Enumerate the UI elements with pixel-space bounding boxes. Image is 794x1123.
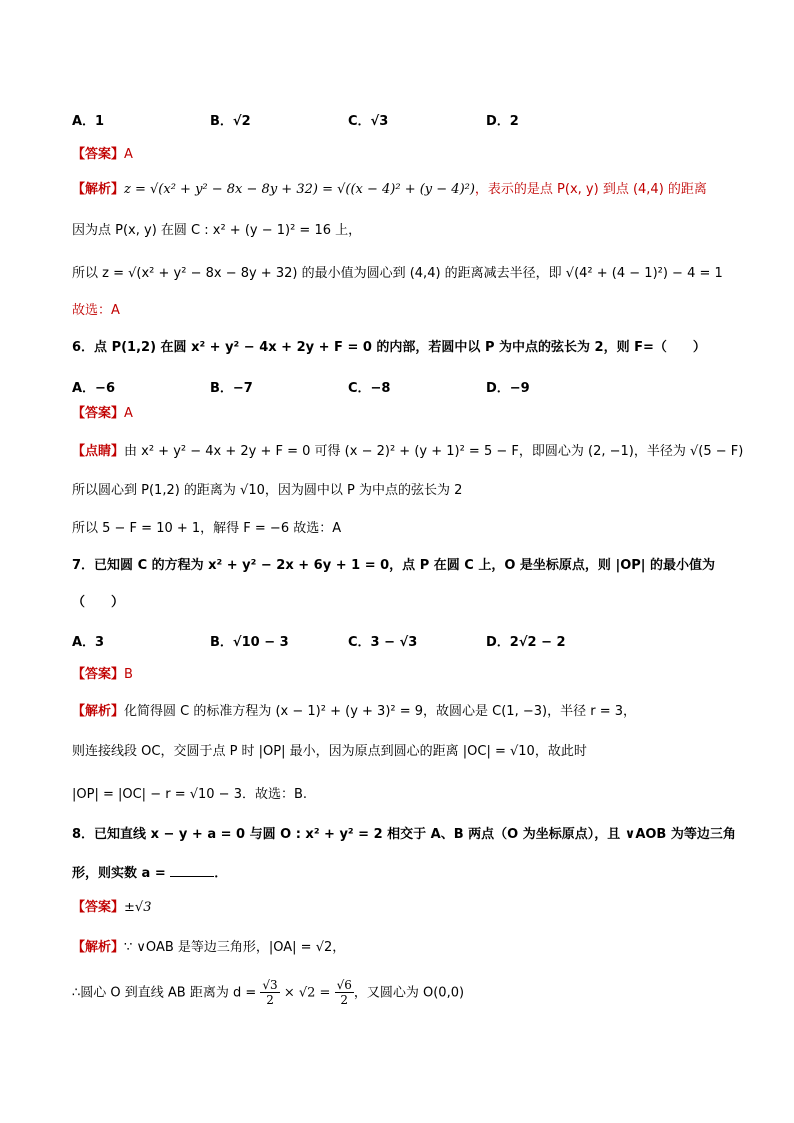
distance-text: ∴圆心 O 到直线 AB 距离为 d = xyxy=(72,985,257,1001)
analysis-tag: 【点睛】 xyxy=(72,444,125,459)
q8-analysis-line-1 xyxy=(72,940,345,956)
q7-option-c: C．3 − √3 xyxy=(348,635,418,650)
analysis-tag: 【解析】 xyxy=(72,182,125,197)
q6-answer xyxy=(72,406,133,422)
q5-option-c: C．√3 xyxy=(348,114,389,129)
q5-analysis-line-1 xyxy=(72,182,707,198)
q7-answer xyxy=(72,667,133,683)
formula: z = √(x² + y² − 8x − 8y + 32) = √((x − 4)² + (y − 4)²) xyxy=(124,182,475,197)
q7-stem-line-1: 7．已知圆 C 的方程为 x² + y² − 2x + 6y + 1 = 0，点 P 在圆 C 上，O 是坐标原点，则 |OP| 的最小值为 xyxy=(72,558,716,573)
q8-stem-end: ． xyxy=(214,866,228,881)
q6-stem: 6．点 P(1,2) 在圆 x² + y² − 4x + 2y + F = 0 的内部，若圆中以 P 为中点的弦长为 2，则 F=（ ） xyxy=(72,340,706,355)
answer-value: B xyxy=(124,667,133,682)
answer-tag: 【答案】 xyxy=(72,406,125,421)
q6-analysis-line-1 xyxy=(72,444,743,460)
q7-analysis-line-3: |OP| = |OC| − r = √10 − 3．故选：B. xyxy=(72,787,308,802)
q8-stem-line-2 xyxy=(72,864,227,882)
fraction-denominator: 2 xyxy=(340,993,349,1008)
fraction-denominator: 2 xyxy=(266,993,274,1008)
answer-value: A xyxy=(124,147,133,162)
q8-analysis-line-2 xyxy=(72,978,464,1008)
q7-option-a: A．3 xyxy=(72,635,105,650)
q6-option-d: D．−9 xyxy=(486,381,530,396)
q6-option-a: A．−6 xyxy=(72,381,115,396)
q7-analysis-line-2: 则连接线段 OC，交圆于点 P 时 |OP| 最小，因为原点到圆心的距离 |OC| = √10，故此时 xyxy=(72,744,587,759)
q5-option-b: B．√2 xyxy=(210,114,251,129)
q6-option-c: C．−8 xyxy=(348,381,391,396)
q5-analysis-line-3: 所以 z = √(x² + y² − 8x − 8y + 32) 的最小值为圆心到 (4,4) 的距离减去半径，即 √(4² + (4 − 1)²) − 4 = 1 xyxy=(72,266,723,281)
q6-analysis-line-3: 所以 5 − F = 10 + 1，解得 F = −6 故选：A xyxy=(72,521,342,536)
analysis-text: ∵ ∨OAB 是等边三角形，|OA| = √2， xyxy=(124,940,346,955)
answer-tag: 【答案】 xyxy=(72,900,125,915)
q8-stem-text: 形，则实数 a = xyxy=(72,866,166,881)
fraction-numerator: √6 xyxy=(336,978,352,992)
q7-analysis-line-1 xyxy=(72,704,636,720)
analysis-text: 由 x² + y² − 4x + 2y + F = 0 可得 (x − 2)² + (y + 1)² = 5 − F，即圆心为 (2, −1)，半径为 √(5 − F) xyxy=(124,444,744,459)
answer-blank xyxy=(170,864,214,877)
q8-answer xyxy=(72,900,151,916)
times-sqrt2: × √2 = xyxy=(283,985,331,1001)
fraction-sqrt3-over-2 xyxy=(260,978,279,1008)
q7-stem-line-2: （ ） xyxy=(72,595,125,610)
q5-option-d: D．2 xyxy=(486,114,519,129)
q7-option-b: B．√10 − 3 xyxy=(210,635,289,650)
fraction-numerator: √3 xyxy=(262,978,278,992)
q5-analysis-line-2: 因为点 P(x, y) 在圆 C : x² + (y − 1)² = 16 上， xyxy=(72,223,362,238)
q8-stem-line-1: 8．已知直线 x − y + a = 0 与圆 O : x² + y² = 2 相交于 A、B 两点（O 为坐标原点），且 ∨AOB 为等边三角 xyxy=(72,827,736,842)
analysis-tag: 【解析】 xyxy=(72,940,125,955)
analysis-tag: 【解析】 xyxy=(72,704,125,719)
analysis-text: ，表示的是点 P(x, y) 到点 (4,4) 的距离 xyxy=(474,182,707,197)
fraction-sqrt6-over-2 xyxy=(335,978,354,1008)
answer-value: A xyxy=(124,406,133,421)
answer-value: ±√3 xyxy=(124,900,152,915)
q6-option-b: B．−7 xyxy=(210,381,253,396)
q5-option-a: A．1 xyxy=(72,114,105,129)
q5-answer xyxy=(72,147,133,163)
q7-option-d: D．2√2 − 2 xyxy=(486,635,566,650)
center-text: ，又圆心为 O(0,0) xyxy=(353,985,465,1001)
q6-analysis-line-2: 所以圆心到 P(1,2) 的距离为 √10，因为圆中以 P 为中点的弦长为 2 xyxy=(72,483,463,498)
analysis-text: 化简得圆 C 的标准方程为 (x − 1)² + (y + 3)² = 9，故圆心是 C(1, −3)，半径 r = 3， xyxy=(124,704,636,719)
answer-tag: 【答案】 xyxy=(72,667,125,682)
q5-analysis-line-4: 故选：A xyxy=(72,303,120,318)
answer-tag: 【答案】 xyxy=(72,147,125,162)
